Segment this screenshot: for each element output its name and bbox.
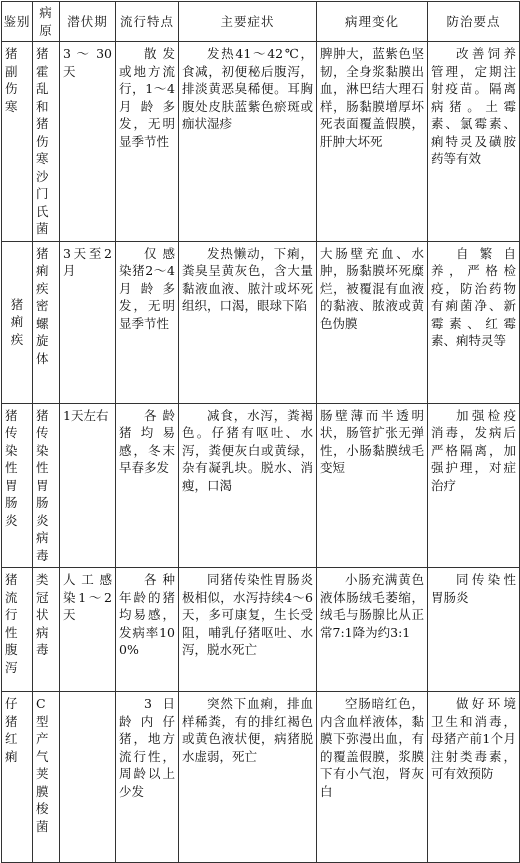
table-row	[2, 692, 520, 863]
header-cell: 鉴别	[2, 2, 33, 42]
header-cell: 主要症状	[179, 2, 317, 42]
disease-name: 猪痢疾	[2, 241, 33, 403]
pathology-cell: 空肠暗红色，内含血样液体，黏膜下弥漫出血，有的覆盖假膜，浆膜下有小气泡，肾灰白	[317, 692, 428, 863]
table-row	[2, 42, 520, 242]
pathology-cell: 大肠壁充血、水肿，肠黏膜坏死糜烂，被覆混有血液的黏液、脓液或黄色伪膜	[317, 241, 428, 403]
prevention-cell: 自繁自养，严格检疫，防治药物有痢菌净、新霉素、红霉素、痢特灵等	[428, 241, 520, 403]
disease-name: 猪副伤寒	[2, 42, 33, 242]
pathogen-cell: 猪痢疾密螺旋体	[33, 241, 60, 403]
pathology-cell: 小肠充满黄色液体肠绒毛萎缩，绒毛与肠腺比从正常7:1降为约3:1	[317, 568, 428, 692]
incubation-cell: 3天至2月	[60, 241, 116, 403]
epidemic-cell: 3日龄内仔猪，地方流行性，周龄以上少发	[116, 692, 179, 863]
incubation-cell: 人工感染1～2天	[60, 568, 116, 692]
pathogen-cell: C型产气荚膜梭菌	[33, 692, 60, 863]
prevention-cell: 做好环境卫生和消毒，母猪产前1个月注射类毒素，可有效预防	[428, 692, 520, 863]
epidemic-cell: 散发或地方流行，1～4月龄多发，无明显季节性	[116, 42, 179, 242]
pathogen-cell: 猪传染性胃肠炎病毒	[33, 403, 60, 568]
disease-name: 猪传染性胃肠炎	[2, 403, 33, 568]
differential-diagnosis-table	[1, 1, 520, 863]
header-cell: 流行特点	[116, 2, 179, 42]
incubation-cell: 1天左右	[60, 403, 116, 568]
symptoms-cell: 发热懒动，下痢，粪臭呈黄灰色，含大量黏液血液、脓汁或坏死组织，口渴，眼球下陷	[179, 241, 317, 403]
epidemic-cell: 仅感染猪2～4月龄多发，无明显季节性	[116, 241, 179, 403]
disease-name: 仔猪红痢	[2, 692, 33, 863]
prevention-cell: 加强检疫消毒，发病后严格隔离，加强护理，对症治疗	[428, 403, 520, 568]
prevention-cell: 同传染性胃肠炎	[428, 568, 520, 692]
incubation-cell	[60, 692, 116, 863]
symptoms-cell: 减食，水泻，粪褐色。仔猪有呕吐、水泻，粪便灰白或黄绿，杂有凝乳块。脱水、消瘦，口渴	[179, 403, 317, 568]
disease-name: 猪流行性腹泻	[2, 568, 33, 692]
table-row	[2, 241, 520, 403]
symptoms-cell: 发热41～42℃，食减，初便秘后腹泻，排淡黄恶臭稀便。耳胸腹处皮肤蓝紫色瘀斑或痂状湿疹	[179, 42, 317, 242]
table-row	[2, 403, 520, 568]
table-row	[2, 568, 520, 692]
incubation-cell: 3 ～ 30天	[60, 42, 116, 242]
pathology-cell: 脾肿大，蓝紫色坚韧，全身浆黏膜出血，淋巴结大理石样，肠黏膜增厚坏死表面覆盖假膜，肝肿大坏死	[317, 42, 428, 242]
prevention-cell: 改善饲养管理，定期注射疫苗。隔离病猪。土霉素、氯霉素、痢特灵及磺胺药等有效	[428, 42, 520, 242]
header-cell: 病理变化	[317, 2, 428, 42]
header-cell: 潜伏期	[60, 2, 116, 42]
header-cell: 防治要点	[428, 2, 520, 42]
pathology-cell: 肠壁薄而半透明状，肠管扩张无弹性，小肠黏膜绒毛变短	[317, 403, 428, 568]
epidemic-cell: 各龄猪均易感，冬末早春多发	[116, 403, 179, 568]
pathogen-cell: 猪霍乱和猪伤寒沙门氏菌	[33, 42, 60, 242]
symptoms-cell: 突然下血痢，排血样稀粪，有的排红褐色或黄色液状便，病猪脱水虚弱，死亡	[179, 692, 317, 863]
header-row	[2, 2, 520, 42]
epidemic-cell: 各种年龄的猪均易感，发病率100%	[116, 568, 179, 692]
pathogen-cell: 类冠状病毒	[33, 568, 60, 692]
header-cell: 病原	[33, 2, 60, 42]
symptoms-cell: 同猪传染性胃肠炎极相似，水泻持续4～6天，多可康复，生长受阻，哺乳仔猪呕吐、水泻，脱水死亡	[179, 568, 317, 692]
